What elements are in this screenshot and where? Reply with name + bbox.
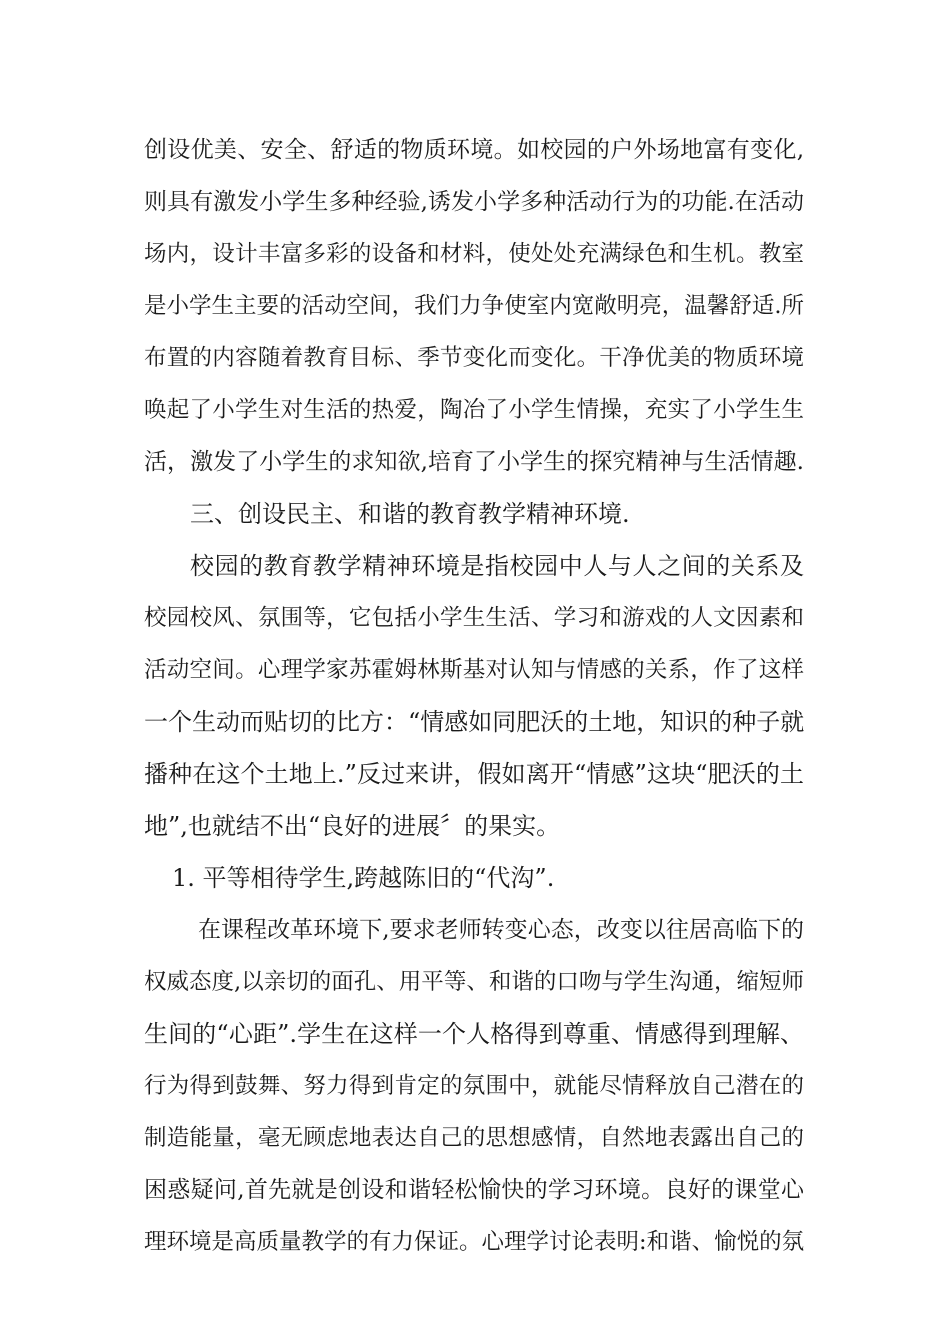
text-line: 唤起了小学生对生活的热爱，陶冶了小学生情操，充实了小学生生 xyxy=(144,397,804,423)
text-line: 地”,也就结不出“良好的进展〞的果实。 xyxy=(144,812,561,840)
text-line: 活动空间。心理学家苏霍姆林斯基对认知与情感的关系，作了这样 xyxy=(144,657,804,683)
text-line: 是小学生主要的活动空间，我们力争使室内宽敞明亮，温馨舒适.所 xyxy=(144,293,804,319)
text-line: 在课程改革环境下,要求老师转变心态，改变以往居高临下的 xyxy=(198,917,804,943)
text-line: 行为得到鼓舞、努力得到肯定的氛围中，就能尽情释放自己潜在的 xyxy=(144,1073,804,1099)
text-line: 布置的内容随着教育目标、季节变化而变化。干净优美的物质环境 xyxy=(144,345,804,371)
text-line: 困惑疑问,首先就是创设和谐轻松愉快的学习环境。良好的课堂心 xyxy=(144,1177,804,1203)
text-line: 一个生动而贴切的比方：“情感如同肥沃的土地，知识的种子就 xyxy=(144,708,805,736)
subsection-heading: 1. 平等相待学生,跨越陈旧的“代沟”. xyxy=(172,864,555,892)
text-line: 播种在这个土地上.”反过来讲，假如离开“情感”这块“肥沃的土 xyxy=(144,760,804,788)
text-line: 场内，设计丰富多彩的设备和材料，使处处充满绿色和生机。教室 xyxy=(144,241,804,267)
text-line: 则具有激发小学生多种经验,诱发小学多种活动行为的功能.在活动 xyxy=(144,189,804,215)
text-line: 权威态度,以亲切的面孔、用平等、和谐的口吻与学生沟通，缩短师 xyxy=(144,969,804,995)
text-line: 活，激发了小学生的求知欲,培育了小学生的探究精神与生活情趣. xyxy=(144,449,804,475)
section-heading: 三、创设民主、和谐的教育教学精神环境. xyxy=(190,500,630,528)
text-line: 理环境是高质量教学的有力保证。心理学讨论表明:和谐、愉悦的氛 xyxy=(144,1229,805,1255)
text-line: 制造能量，毫无顾虑地表达自己的思想感情，自然地表露出自己的 xyxy=(144,1125,804,1151)
text-line: 校园的教育教学精神环境是指校园中人与人之间的关系及 xyxy=(190,552,804,580)
text-line: 校园校风、氛围等，它包括小学生生活、学习和游戏的人文因素和 xyxy=(144,605,804,631)
text-line: 创设优美、安全、舒适的物质环境。如校园的户外场地富有变化, xyxy=(144,137,804,163)
text-line: 生间的“心距”.学生在这样一个人格得到尊重、情感得到理解、 xyxy=(144,1020,804,1048)
